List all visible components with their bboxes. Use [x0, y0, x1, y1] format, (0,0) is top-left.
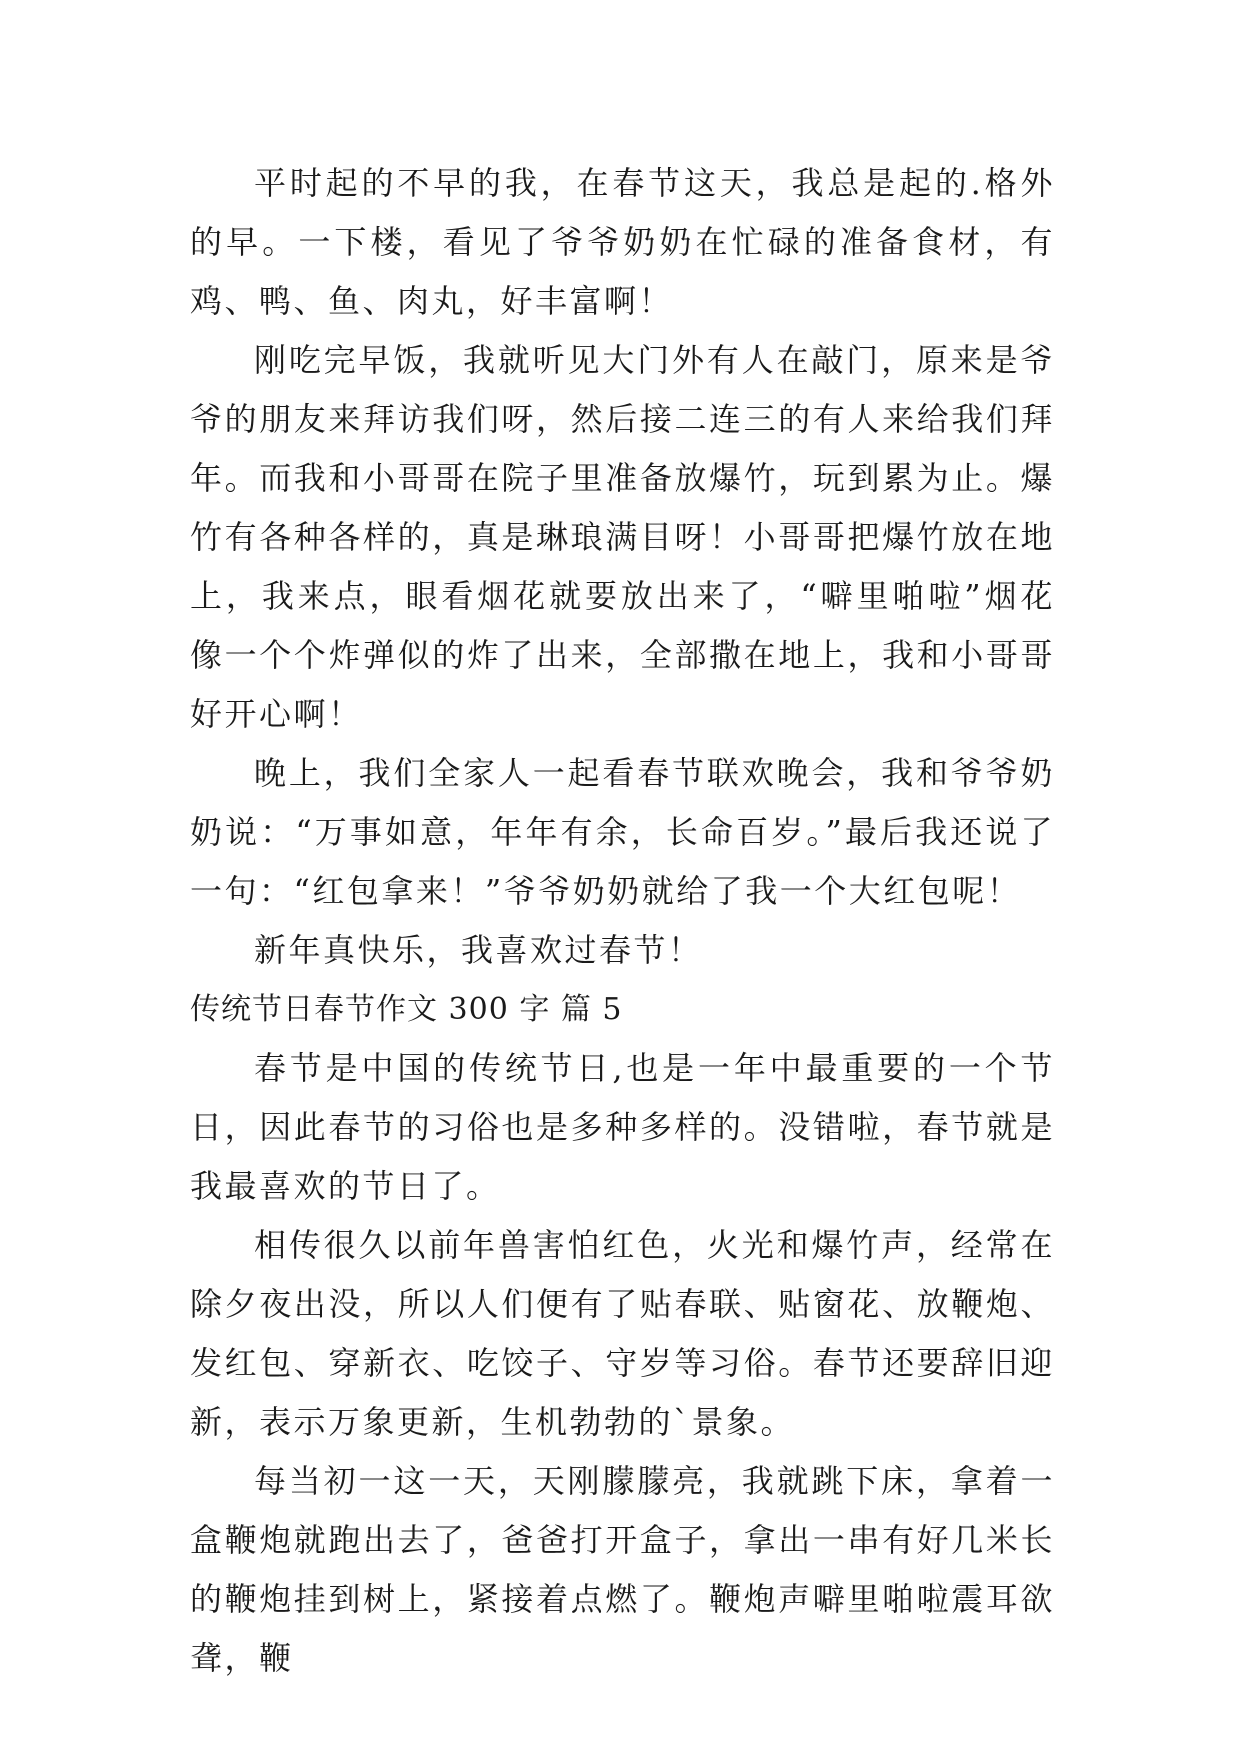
paragraph-nian-legend: 相传很久以前年兽害怕红色，火光和爆竹声，经常在除夕夜出没，所以人们便有了贴春联、贴窗花、放鞭炮、发红包、穿新衣、吃饺子、守岁等习俗。春节还要辞旧迎新，表示万象更新，生机勃勃的`景象。 — [190, 1226, 1055, 1441]
paragraph-spring-festival-intro: 春节是中国的传统节日,也是一年中最重要的一个节日，因此春节的习俗也是多种多样的。没错啦，春节就是我最喜欢的节日了。 — [190, 1049, 1055, 1205]
paragraph-visitors-firecrackers: 刚吃完早饭，我就听见大门外有人在敲门，原来是爷爷的朋友来拜访我们呀，然后接二连三的有人来给我们拜年。而我和小哥哥在院子里准备放爆竹，玩到累为止。爆竹有各种各样的，真是琳琅满目呀！小哥哥把爆竹放在地上，我来点，眼看烟花就要放出来了，“噼里啪啦”烟花像一个个炸弹似的炸了出来，全部撒在地上，我和小哥哥好开心啊！ — [190, 341, 1055, 733]
section-heading: 传统节日春节作文 300 字 篇 5 — [190, 992, 623, 1027]
paragraph-morning: 平时起的不早的我，在春节这天，我总是起的.格外的早。一下楼，看见了爷爷奶奶在忙碌的准备食材，有鸡、鸭、鱼、肉丸，好丰富啊！ — [190, 164, 1055, 320]
paragraph-first-day: 每当初一这一天，天刚朦朦亮，我就跳下床，拿着一盒鞭炮就跑出去了，爸爸打开盒子，拿出一串有好几米长的鞭炮挂到树上，紧接着点燃了。鞭炮声噼里啪啦震耳欲聋，鞭 — [190, 1462, 1055, 1677]
paragraph-evening-gala: 晚上，我们全家人一起看春节联欢晚会，我和爷爷奶奶说：“万事如意，年年有余，长命百岁。”最后我还说了一句：“红包拿来！”爷爷奶奶就给了我一个大红包呢！ — [190, 754, 1055, 910]
essay-body — [190, 154, 1055, 1688]
paragraph-happy-new-year: 新年真快乐，我喜欢过春节！ — [254, 931, 703, 969]
